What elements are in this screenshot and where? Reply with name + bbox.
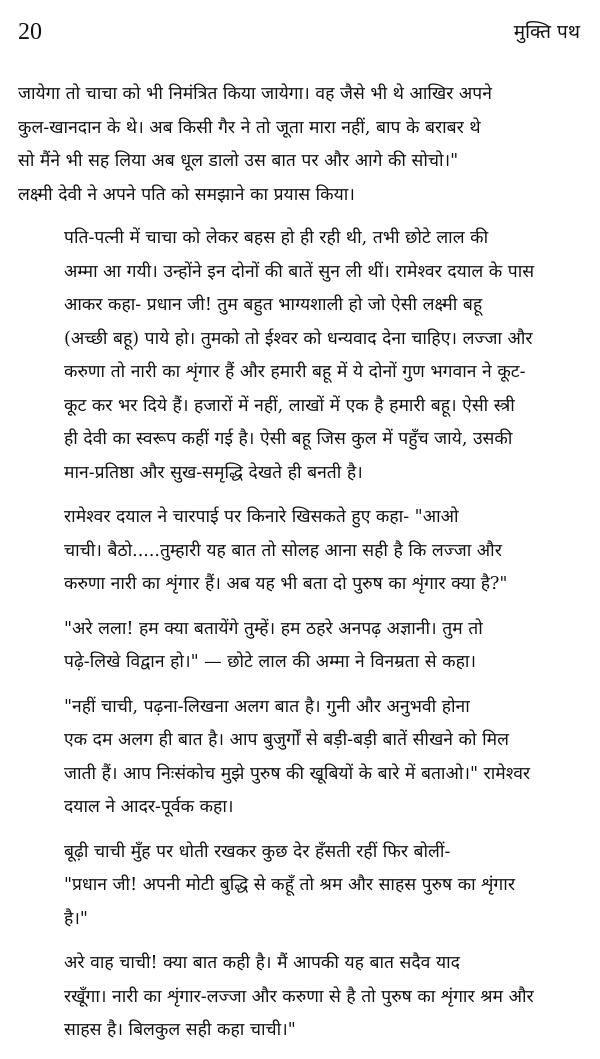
body-text [18,78,584,1059]
text-line: अम्मा आ गयी। उन्होंने इन दोनों की बातें सुन ली थीं। रामेश्वर दयाल के पास [64,261,535,282]
text-line: है।" [64,908,88,929]
text-line: कुल-खानदान के थे। अब किसी गैर ने तो जूता मारा नहीं, बाप के बराबर थे [18,117,481,138]
text-line: पढ़े-लिखे विद्वान हो।" — छोटे लाल की अम्मा ने विनम्रता से कहा। [64,652,477,672]
running-title: मुक्ति पथ [513,21,580,43]
text-line: मान-प्रतिष्ठा और सुख-समृद्धि देखते ही बनती है। [64,462,363,483]
text-line: दयाल ने आदर-पूर्वक कहा। [64,797,234,817]
paragraph [18,836,584,937]
text-line: "नहीं चाची, पढ़ना-लिखना अलग बात है। गुनी और अनुभवी होना [64,696,470,717]
paragraph [18,613,584,680]
text-line: सो मैंने भी सह लिया अब धूल डालो उस बात पर और आगे की सोचो।" [18,151,459,171]
page-number: 20 [18,19,42,45]
text-line: चाची। बैठो.....तुम्हारी यह बात तो सोलह आना सही है कि लज्जा और [64,540,502,561]
text-line: अरे वाह चाची! क्या बात कही है। मैं आपकी यह बात सदैव याद [64,953,460,973]
paragraph [18,691,584,825]
text-line: एक दम अलग ही बात है। आप बुजुर्गों से बड़ी-बड़ी बातें सीखने को मिल [64,730,509,750]
text-line: कूट कर भर दिये हैं। हजारों में नहीं, लाखों में एक है हमारी बहू। ऐसी स्त्री [64,395,515,416]
text-line: रखूँगा। नारी का शृंगार-लज्जा और करुणा से है तो पुरुष का शृंगार श्रम और [64,986,534,1007]
text-line: करुणा तो नारी का शृंगार हैं और हमारी बहू में ये दोनों गुण भगवान ने कूट- [64,362,526,382]
text-line: जाती हैं। आप निःसंकोच मुझे पुरुष की खूबियों के बारे में बताओ।" रामेश्वर [64,763,531,784]
text-line: आकर कहा- प्रधान जी! तुम बहुत भाग्यशाली हो जो ऐसी लक्ष्मी बहू [64,295,483,315]
text-line: करुणा नारी का शृंगार हैं। अब यह भी बता दो पुरुष का शृंगार क्या है?" [64,574,508,594]
paragraph [18,222,584,490]
paragraph [18,947,584,1048]
page-header [18,18,580,48]
text-line: बूढ़ी चाची मुँह पर धोती रखकर कुछ देर हँसती रहीं फिर बोलीं- [64,841,451,862]
text-line: रामेश्वर दयाल ने चारपाई पर किनारे खिसकते हुए कहा- "आओ [64,507,459,527]
text-line: "अरे लला! हम क्या बतायेंगे तुम्हें। हम ठहरे अनपढ़ अज्ञानी। तुम तो [64,618,483,639]
text-line: जायेगा तो चाचा को भी निमंत्रित किया जायेगा। वह जैसे भी थे आखिर अपने [18,84,492,104]
text-line: (अच्छी बहू) पाये हो। तुमको तो ईश्वर को धन्यवाद देना चाहिए। लज्जा और [64,328,533,349]
text-line: ही देवी का स्वरूप कहीं गई है। ऐसी बहू जिस कुल में पहुँच जाये, उसकी [64,429,513,449]
text-line: लक्ष्मी देवी ने अपने पति को समझाने का प्रयास किया। [18,184,355,205]
text-line: पति-पत्नी में चाचा को लेकर बहस हो ही रही थी, तभी छोटे लाल की [64,228,489,248]
paragraph [18,501,584,602]
text-line: "प्रधान जी! अपनी मोटी बुद्धि से कहूँ तो श्रम और साहस पुरुष का शृंगार [64,875,515,895]
text-line: साहस है। बिलकुल सही कहा चाची।" [64,1020,296,1040]
paragraph-continuation [18,78,584,212]
